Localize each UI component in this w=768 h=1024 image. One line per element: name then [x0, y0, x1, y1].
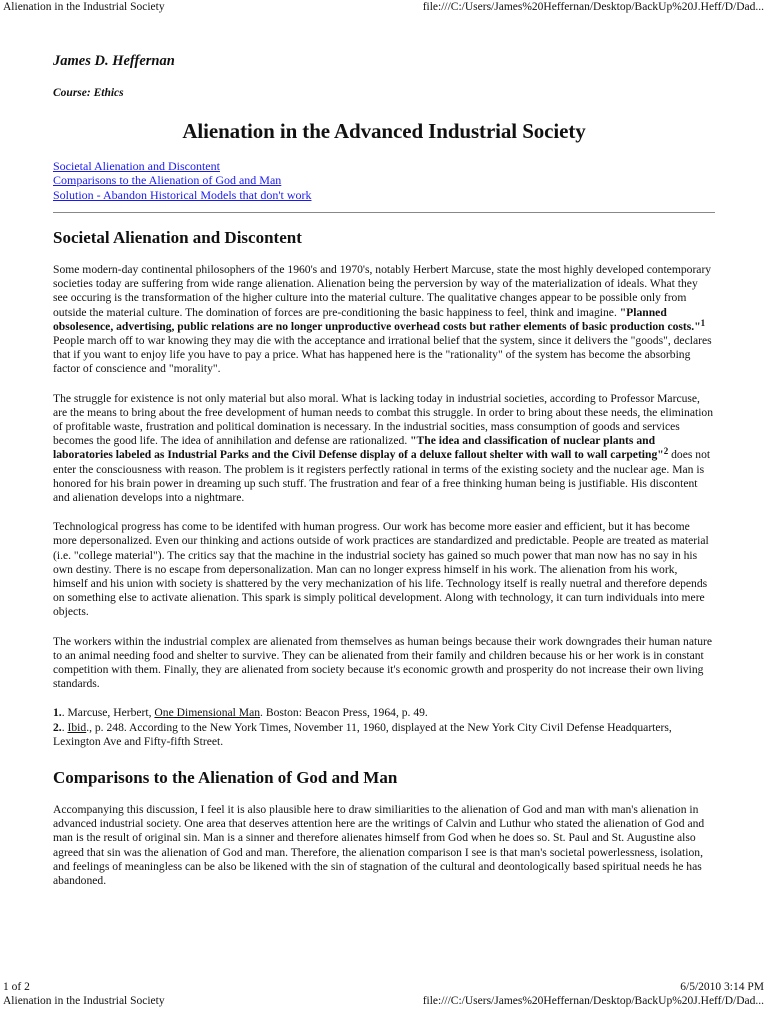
document-content: [53, 52, 715, 888]
footnote-marker: 2: [663, 446, 669, 457]
quote-text: "The idea and classification of nuclear plants and laboratories labeled as Industrial Parks and the Civil Defense display of a deluxe fallout shelter with wall to wall carpeting": [53, 434, 664, 462]
header-page-title: Alienation in the Industrial Society: [3, 1, 165, 13]
section-heading-comparisons: Comparisons to the Alienation of God and Man: [53, 767, 398, 787]
print-datetime: 6/5/2010 3:14 PM: [680, 981, 764, 993]
footnotes: [53, 706, 715, 749]
paragraph: Technological progress has come to be identifed with human progress. Our work has become more easier and efficient, but it has become more depersonalized. Even our thinking and actions outside of work practices are standardized and predictable. People are treated as material (i.e. "college material"). The critics say that the machine in the industrial society has gained so much power that man now has no say in his own destiny. There is no escape from depersonalization. Man can no longer express himself in his work. The alienation from his work, himself and his union with society is shattered by the very mechanization of his life. Technology itself is really nuetral and therefore depends on something else to activate alienation. This spark is simply political development. Along with technology, it can turn individuals into mere objects.: [53, 520, 709, 619]
print-header: [0, 0, 768, 14]
toc-link-comparisons[interactable]: Comparisons to the Alienation of God and Man: [53, 173, 282, 188]
footnote-number: 2.: [53, 720, 62, 734]
toc-link-solution[interactable]: Solution - Abandon Historical Models that don't work: [53, 187, 312, 202]
paragraph: [53, 392, 715, 506]
page-number: 1 of 2: [3, 981, 30, 993]
paragraph-text: People march off to war knowing they may die with the acceptance and irrational belief that the system, since it delivers the "goods", declares that if you want to enjoy life you have to pay a price. What has happened here is the "rationality" of the system has become the absorbing factor of conscience and "morality".: [53, 333, 712, 376]
footnote-1: [53, 706, 715, 720]
print-footer-bottom: [0, 994, 768, 1008]
section-divider: [53, 212, 715, 213]
footer-file-url: file:///C:/Users/James%20Heffernan/Desktop/BackUp%20J.Heff/D/Dad...: [422, 995, 764, 1007]
paragraph-text: The struggle for existence is not only material but also moral. What is lacking today in industrial societies, according to Professor Marcuse, are the means to bring about the free development of human needs to combat this struggle. In order to bring about these needs, the elimination of profitable waste, frustration and political domination is necessary. In the industrial socities, mass consumption of goods and services becomes the good life. The idea of annihilation and defense are rationalized.: [53, 391, 714, 448]
footnote-text: .: [61, 720, 68, 734]
toc-link-societal-alienation[interactable]: Societal Alienation and Discontent: [53, 159, 220, 173]
paragraph: Accompanying this discussion, I feel it is also plausible here to draw similiarities to the alienation of God and man with man's alienation in advanced industrial society. One area that deserves attention here are the writings of Calvin and Luthur who stated the alienation of God and man is the result of original sin. Man is a sinner and therefore alienates himself from God when he does so. St. Paul and St. Augustine also agreed that sin was the alienation of God and man. Therefore, the alienation comparison I see is that man's societal powerlessness, isolation, and feelings of meaningless can be also be likened with the sin of stagnation of the cultural and deontologically based spiritual needs he has abandoned.: [53, 802, 705, 887]
footnote-number: 1.: [53, 706, 62, 720]
footnote-marker: 1: [700, 317, 706, 328]
footnote-text: . Boston: Beacon Press, 1964, p. 49.: [260, 706, 428, 720]
print-footer-top: [0, 980, 768, 994]
paragraph: The workers within the industrial complex are alienated from themselves as human beings because their work downgrades their human nature to an animal needing food and shelter to survive. They can be alienated from their family and children because his or her work is in constant competition with them. Finally, they are alienated from society because it's economic growth and prosperity do not increase their own living standards.: [53, 634, 713, 691]
paragraph: [53, 263, 715, 377]
footer-page-title: Alienation in the Industrial Society: [3, 995, 165, 1007]
header-file-url: file:///C:/Users/James%20Heffernan/Desktop/BackUp%20J.Heff/D/Dad...: [422, 1, 764, 13]
author-name: James D. Heffernan: [53, 53, 175, 69]
paragraph-text: does not enter the consciousness with reason. The problem is it registers perfectly rational in terms of the existing society and the nuclear age. Man is honored for his brain power in dreaming up such stuff. The frustration and fear of a free thinking human being is justifiable. His discontent and alienation develops into a nightmare.: [53, 448, 711, 504]
table-of-contents: [53, 159, 715, 202]
course-label: Course: Ethics: [53, 87, 124, 99]
ibid-reference: Ibid: [67, 720, 87, 734]
paragraph-text: Some modern-day continental philosophers of the 1960's and 1970's, notably Herbert Marcuse, state the most highly developed contemporary societies today are suffering from wide range alienation. Alienation being the perversion by way of the materialization of ideals. What they see occuring is the transformation of the higher culture into the material culture. The qualitative changes appear to be possible only from outside the material culture. The domination of forces are pre-conditioning the basic happiness to feel, think and imagine.: [53, 262, 712, 319]
footnote-text: . Marcuse, Herbert,: [61, 706, 155, 720]
section-heading-societal-alienation: Societal Alienation and Discontent: [53, 227, 302, 247]
footnote-text: ., p. 248. According to the New York Times, November 11, 1960, displayed at the New York City Civil Defense Headquarters, Lexington Ave and Fifty-fifth Street.: [53, 720, 672, 748]
page-title: Alienation in the Advanced Industrial Society: [182, 119, 586, 143]
footnote-2: [53, 721, 715, 749]
quote-text: "Planned obsolesence, advertising, public relations are no longer unproductive overhead costs but rather elements of basic production costs.": [53, 305, 701, 333]
book-title: One Dimensional Man: [154, 706, 261, 720]
